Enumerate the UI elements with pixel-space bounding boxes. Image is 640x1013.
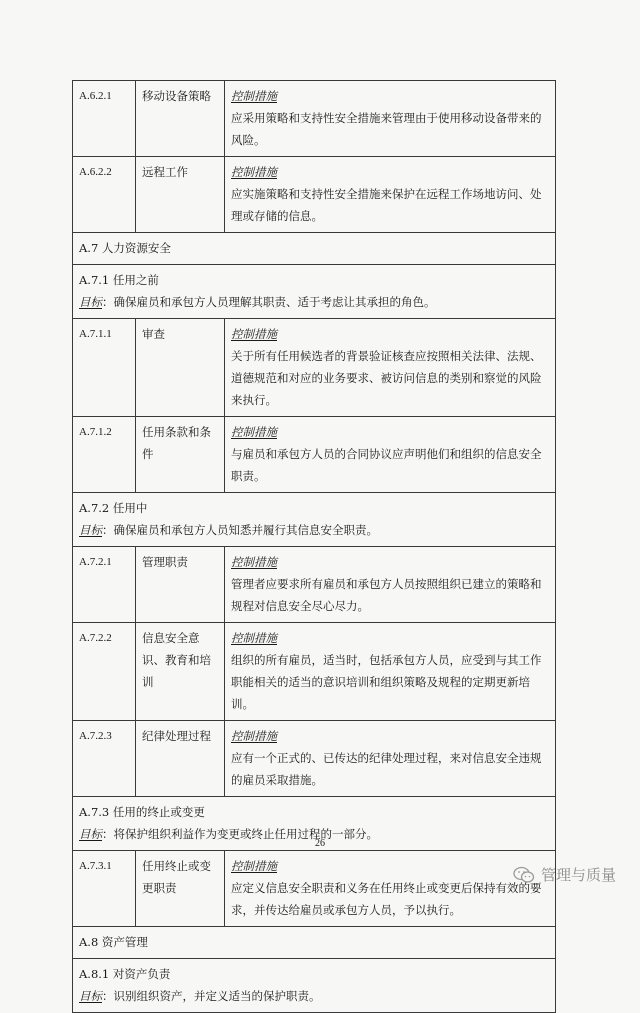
watermark-text: 管理与质量	[540, 866, 616, 884]
control-row	[73, 623, 556, 721]
objective-text: ：确保雇员和承包方人员知悉并履行其信息安全职责。	[102, 523, 378, 537]
control-table-body	[73, 81, 556, 1013]
control-code: A.7.1.2	[73, 417, 136, 493]
objective	[79, 519, 549, 541]
control-table	[72, 80, 556, 1013]
control-code: A.7.1.1	[73, 319, 136, 417]
subsection-row	[73, 265, 556, 319]
subsection-title: A.7.3 任用的终止或变更	[79, 805, 205, 819]
section-row	[73, 927, 556, 959]
control-name: 审查	[136, 319, 225, 417]
subsection-row	[73, 959, 556, 1013]
subsection-cell	[73, 265, 556, 319]
control-label: 控制措施	[231, 89, 277, 103]
control-cell	[225, 319, 556, 417]
control-text: 组织的所有雇员，适当时，包括承包方人员，应受到与其工作职能相关的适当的意识培训和组织策略及规程的定期更新培训。	[231, 653, 542, 711]
control-cell	[225, 851, 556, 927]
control-row	[73, 851, 556, 927]
subsection-title: A.7.1 任用之前	[79, 273, 159, 287]
control-name: 纪律处理过程	[136, 721, 225, 797]
control-name: 管理职责	[136, 547, 225, 623]
control-row	[73, 319, 556, 417]
control-label: 控制措施	[231, 425, 277, 439]
control-label: 控制措施	[231, 859, 277, 873]
section-title: A.7 人力资源安全	[73, 233, 556, 265]
control-text: 应采用策略和支持性安全措施来管理由于使用移动设备带来的风险。	[231, 111, 542, 147]
control-name: 远程工作	[136, 157, 225, 233]
control-text: 应有一个正式的、已传达的纪律处理过程，来对信息安全违规的雇员采取措施。	[231, 751, 542, 787]
page-number: 26	[315, 838, 325, 849]
objective-text: ：识别组织资产，并定义适当的保护职责。	[102, 989, 321, 1003]
objective-label: 目标	[79, 295, 102, 309]
control-label: 控制措施	[231, 729, 277, 743]
subsection-cell	[73, 493, 556, 547]
control-cell	[225, 157, 556, 233]
objective-text: ：将保护组织利益作为变更或终止任用过程的一部分。	[102, 827, 378, 841]
control-row	[73, 81, 556, 157]
wechat-icon	[513, 866, 535, 884]
control-label: 控制措施	[231, 631, 277, 645]
control-cell	[225, 417, 556, 493]
control-cell	[225, 547, 556, 623]
objective-label: 目标	[79, 827, 102, 841]
control-text: 与雇员和承包方人员的合同协议应声明他们和组织的信息安全职责。	[231, 447, 542, 483]
control-text: 关于所有任用候选者的背景验证核查应按照相关法律、法规、道德规范和对应的业务要求、被访问信息的类别和察觉的风险来执行。	[231, 349, 542, 407]
control-label: 控制措施	[231, 555, 277, 569]
subsection-title: A.8.1 对资产负责	[79, 967, 171, 981]
control-name: 任用终止或变更职责	[136, 851, 225, 927]
control-code: A.7.2.3	[73, 721, 136, 797]
objective	[79, 985, 549, 1007]
control-label: 控制措施	[231, 327, 277, 341]
control-text: 应实施策略和支持性安全措施来保护在远程工作场地访问、处理或存储的信息。	[231, 187, 542, 223]
control-text: 应定义信息安全职责和义务在任用终止或变更后保持有效的要求，并传达给雇员或承包方人员，予以执行。	[231, 881, 542, 917]
control-text: 管理者应要求所有雇员和承包方人员按照组织已建立的策略和规程对信息安全尽心尽力。	[231, 577, 542, 613]
subsection-row	[73, 493, 556, 547]
control-code: A.6.2.2	[73, 157, 136, 233]
control-code: A.6.2.1	[73, 81, 136, 157]
control-label: 控制措施	[231, 165, 277, 179]
objective	[79, 291, 549, 313]
control-row	[73, 721, 556, 797]
control-row	[73, 547, 556, 623]
objective-label: 目标	[79, 989, 102, 1003]
control-code: A.7.2.1	[73, 547, 136, 623]
control-cell	[225, 81, 556, 157]
section-title: A.8 资产管理	[73, 927, 556, 959]
subsection-cell	[73, 959, 556, 1013]
control-cell	[225, 721, 556, 797]
objective-label: 目标	[79, 523, 102, 537]
watermark	[513, 864, 616, 885]
control-cell	[225, 623, 556, 721]
control-row	[73, 417, 556, 493]
control-code: A.7.3.1	[73, 851, 136, 927]
control-name: 移动设备策略	[136, 81, 225, 157]
subsection-title: A.7.2 任用中	[79, 501, 148, 515]
section-row	[73, 233, 556, 265]
control-name: 信息安全意识、教育和培训	[136, 623, 225, 721]
objective-text: ：确保雇员和承包方人员理解其职责、适于考虑让其承担的角色。	[102, 295, 436, 309]
control-name: 任用条款和条件	[136, 417, 225, 493]
control-row	[73, 157, 556, 233]
control-code: A.7.2.2	[73, 623, 136, 721]
